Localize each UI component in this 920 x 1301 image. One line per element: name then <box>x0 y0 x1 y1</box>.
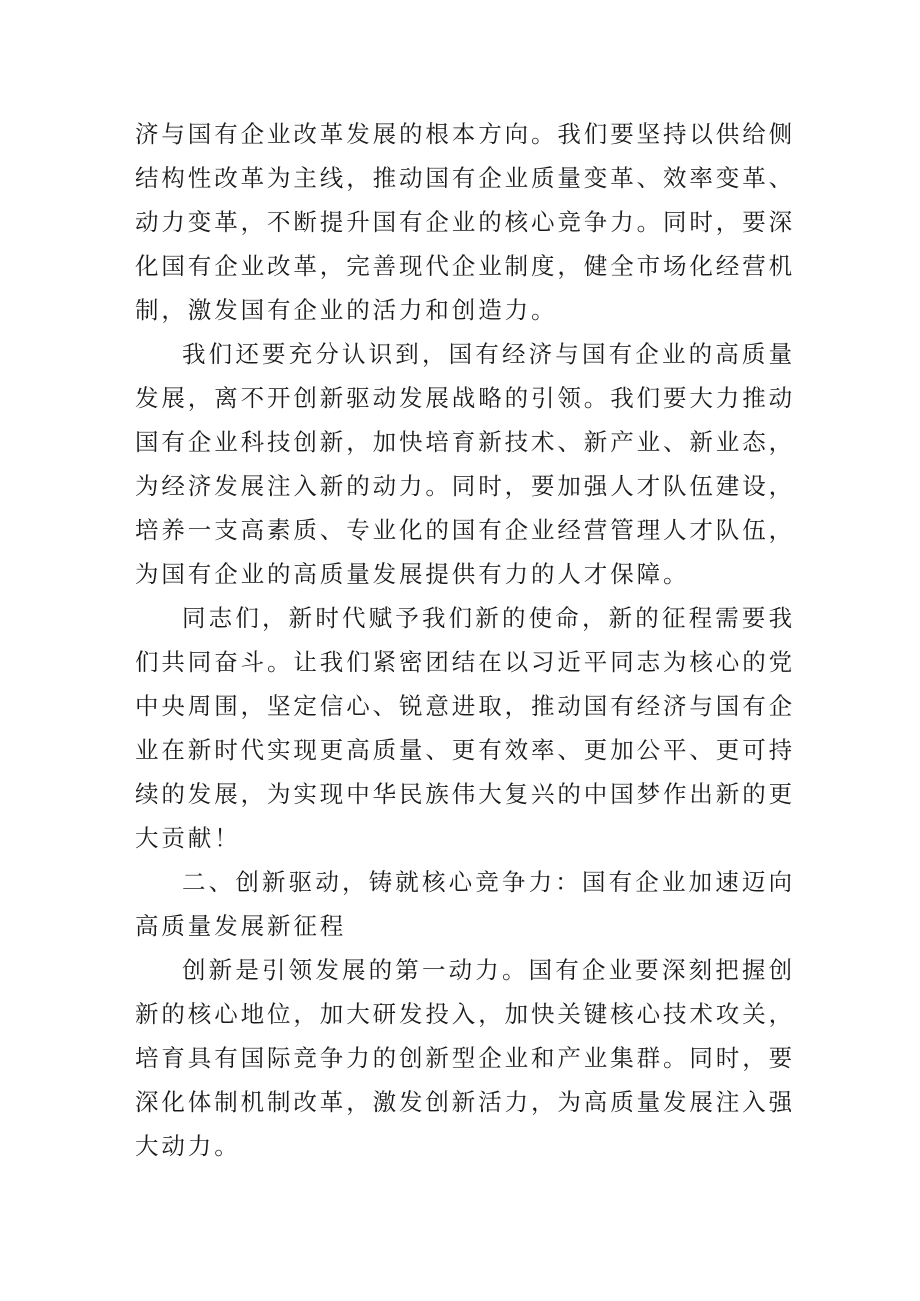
paragraph-innovation-talent: 我们还要充分认识到，国有经济与国有企业的高质量发展，离不开创新驱动发展战略的引领。我们要大力推动国有企业科技创新，加快培育新技术、新产业、新业态，为经济发展注入新的动力。同时，要加强人才队伍建设，培养一支高素质、专业化的国有企业经营管理人才队伍，为国有企业的高质量发展提供有力的人才保障。 <box>135 340 795 588</box>
document-body <box>135 112 795 1168</box>
paragraph-closing-call: 同志们，新时代赋予我们新的使命，新的征程需要我们共同奋斗。让我们紧密团结在以习近平同志为核心的党中央周围，坚定信心、锐意进取，推动国有经济与国有企业在新时代实现更高质量、更有效率、更加公平、更可持续的发展，为实现中华民族伟大复兴的中国梦作出新的更大贡献！ <box>135 604 795 852</box>
section-heading: 二、创新驱动，铸就核心竞争力：国有企业加速迈向高质量发展新征程 <box>135 868 795 940</box>
paragraph-innovation-driven: 创新是引领发展的第一动力。国有企业要深刻把握创新的核心地位，加大研发投入，加快关键核心技术攻关，培育具有国际竞争力的创新型企业和产业集群。同时，要深化体制机制改革，激发创新活力，为高质量发展注入强大动力。 <box>135 956 795 1160</box>
paragraph-continuation: 济与国有企业改革发展的根本方向。我们要坚持以供给侧结构性改革为主线，推动国有企业质量变革、效率变革、动力变革，不断提升国有企业的核心竞争力。同时，要深化国有企业改革，完善现代企业制度，健全市场化经营机制，激发国有企业的活力和创造力。 <box>135 120 795 324</box>
